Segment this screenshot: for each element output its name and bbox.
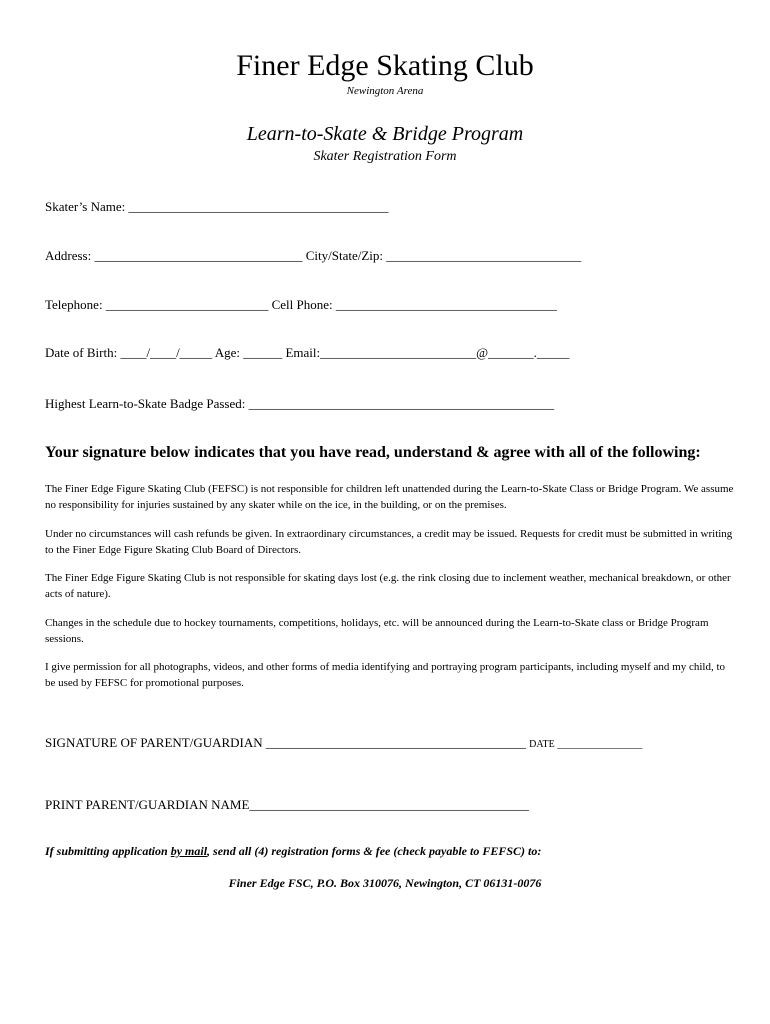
mailing-instructions	[45, 844, 541, 859]
signature-label: SIGNATURE OF PARENT/GUARDIAN ________________________________________	[45, 735, 526, 750]
mailing-prefix: If submitting application	[45, 844, 171, 858]
birth-age-email-field: Date of Birth: ____/____/_____ Age: ______ Email:________________________@_______._____	[45, 345, 570, 360]
agreement-paragraph: The Finer Edge Figure Skating Club is not responsible for skating days lost (e.g. the rink closing due to inclement weather, mechanical breakdown, or other acts of nature).	[45, 572, 731, 600]
arena-subtitle: Newington Arena	[346, 85, 424, 97]
form-name: Skater Registration Form	[313, 149, 457, 164]
address-field: Address: ________________________________ City/State/Zip: ______________________________	[45, 248, 582, 263]
mailing-address: Finer Edge FSC, P.O. Box 310076, Newington, CT 06131-0076	[228, 876, 542, 890]
program-title: Learn-to-Skate & Bridge Program	[246, 123, 524, 145]
skater-name-field: Skater’s Name: ________________________________________	[45, 199, 389, 214]
agreement-paragraph: I give permission for all photographs, videos, and other forms of media identifying and portraying program participants, including myself and my child, to be used by FEFSC for promotional purposes.	[45, 661, 726, 689]
badge-field: Highest Learn-to-Skate Badge Passed: _______________________________________________	[45, 396, 555, 411]
by-mail-text: by mail	[170, 844, 208, 858]
print-name-line: PRINT PARENT/GUARDIAN NAME___________________________________________	[45, 797, 529, 812]
agreement-paragraph: Under no circumstances will cash refunds be given. In extraordinary circumstances, a credit may be issued. Requests for credit must be submitted in writing to the Finer Edge Figure Skating Club Board of Directors.	[45, 528, 733, 556]
telephone-field: Telephone: _________________________ Cell Phone: __________________________________	[45, 297, 557, 312]
date-label: DATE _________________	[529, 739, 643, 750]
mailing-suffix: , send all (4) registration forms & fee (check payable to FEFSC) to:	[207, 844, 542, 858]
agreement-paragraph: The Finer Edge Figure Skating Club (FEFSC) is not responsible for children left unattended during the Learn-to-Skate Class or Bridge Program. We assume no responsibility for injuries sustained by any skater while on the ice, in the building, or on the premises.	[45, 483, 734, 511]
agreement-paragraph: Changes in the schedule due to hockey tournaments, competitions, holidays, etc. will be announced during the Learn-to-Skate class or Bridge Program sessions.	[45, 617, 709, 645]
signature-line	[45, 735, 642, 753]
agreement-heading: Your signature below indicates that you have read, understand & agree with all of the following:	[45, 444, 701, 461]
page-title: Finer Edge Skating Club	[236, 49, 534, 82]
